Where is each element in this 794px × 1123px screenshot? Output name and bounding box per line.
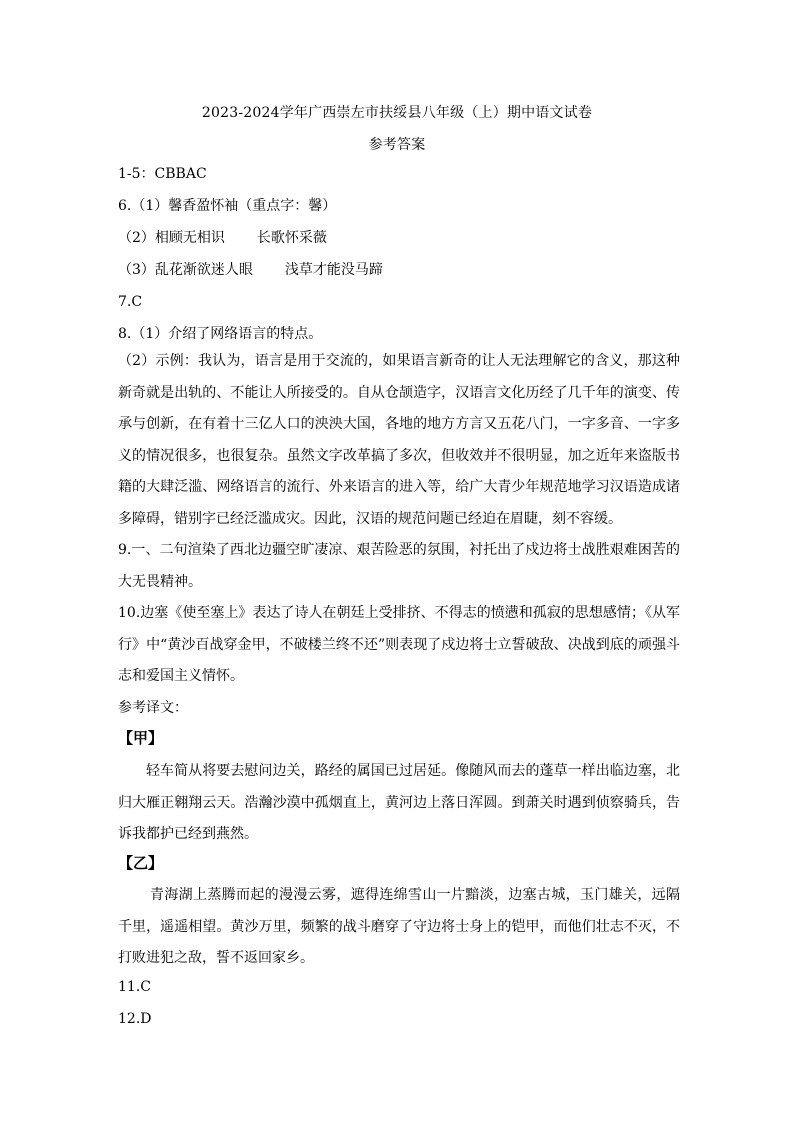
answer-9: 9.一、二句渲染了西北边疆空旷凄凉、艰苦险恶的氛围，衬托出了戍边将士战胜艰难困苦的大无畏精神。 [118,542,680,590]
answer-1-5: 1-5：CBBAC [118,166,207,182]
page-subtitle: 参考答案 [368,137,426,153]
yi-label: 【乙】 [118,854,164,872]
answer-6-2-part-b: 长歌怀采薇 [256,230,327,246]
answer-10: 10.边塞《使至塞上》表达了诗人在朝廷上受排挤、不得志的愤懑和孤寂的思想感情；《从军行》中“黄沙百战穿金甲，不破楼兰终不还”则表现了戍边将士立誓破敌、决战到底的顽强斗志和爱国主义情怀。 [118,605,680,685]
answer-6-3-part-a: （3）乱花渐欲迷人眼 [118,262,253,278]
answer-6-1: 6.（1）馨香盈怀袖（重点字：馨） [118,198,337,214]
translation-label: 参考译文： [118,700,188,716]
answer-11: 11.C [118,979,151,995]
answer-6-3-part-b: 浅草才能没马蹄 [284,262,383,278]
answer-6-2 [118,228,327,248]
jia-translation: 轻车简从将要去慰问边关，路经的属国已过居延。像随风而去的蓬草一样出临边塞，北归大雁正翱翔云天。浩瀚沙漠中孤烟直上，黄河边上落日浑圆。到萧关时遇到侦察骑兵，告诉我都护已经到燕然。 [118,763,680,843]
answer-12: 12.D [118,1011,152,1027]
answer-6-3 [118,260,383,280]
jia-label: 【甲】 [118,729,164,747]
answer-6-2-part-a: （2）相顾无相识 [118,230,225,246]
page-title: 2023-2024学年广西崇左市扶绥县八年级（上）期中语文试卷 [201,105,593,121]
yi-translation: 青海湖上蒸腾而起的漫漫云雾，遮得连绵雪山一片黯淡，边塞古城，玉门雄关，远隔千里，遥遥相望。黄沙万里，频繁的战斗磨穿了守边将士身上的铠甲，而他们壮志不灭，不打败进犯之敌，誓不返回家乡。 [118,887,680,967]
answer-8-1: 8.（1）介绍了网络语言的特点。 [118,326,323,342]
answer-8-2: （2）示例：我认为，语言是用于交流的，如果语言新奇的让人无法理解它的含义，那这种新奇就是出轨的、不能让人所接受的。自从仓颉造字，汉语言文化历经了几千年的演变、传承与创新，在有着十三亿人口的泱泱大国，各地的地方方言又五花八门，一字多音、一字多义的情况很多，也很复杂。虽然文字改革搞了多次，但收效并不很明显，加之近年来盗版书籍的大肆泛滥、网络语言的流行、外来语言的进入等，给广大青少年规范地学习汉语造成诸多障碍，错别字已经泛滥成灾。因此，汉语的规范问题已经迫在眉睫，刻不容缓。 [118,353,680,527]
answer-7: 7.C [118,294,143,310]
